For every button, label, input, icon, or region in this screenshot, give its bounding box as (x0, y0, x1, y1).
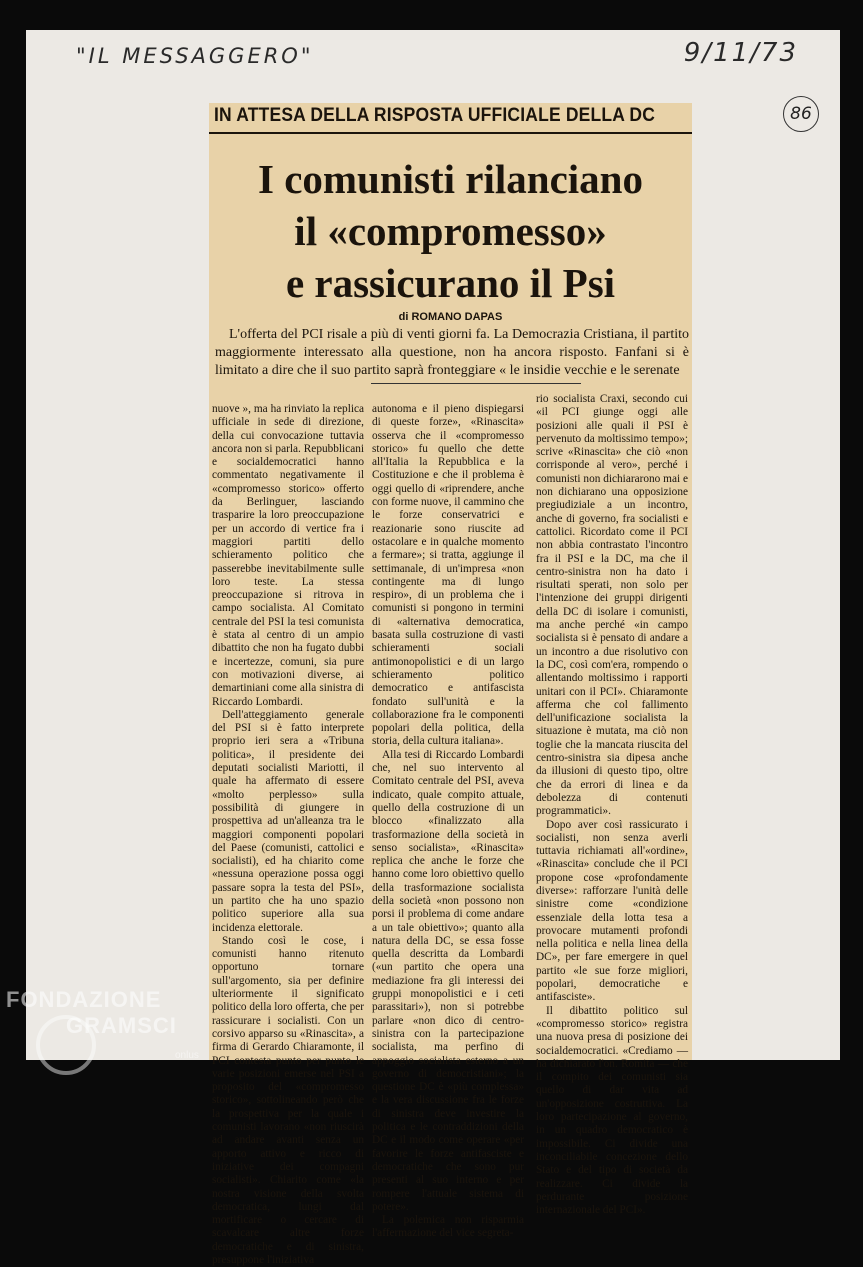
archive-sheet (26, 30, 840, 1266)
paragraph: Dopo aver così rassicurato i socialisti, non senza averli tuttavia richiamati all'«ordine», «Rinascita» conclude che il PCI propone cose «profondamente diverse»: rafforzare l'unità delle sinistre come «condizione essenziale della lotta tesa a provocare mutamenti profondi nella politica e nella linea della DC», per fare emergere in quel partito «le sue forze migliori, popolari, democratiche e antifasciste». (536, 818, 688, 1004)
watermark-line: FONDAZIONE (6, 987, 162, 1012)
headline-line: e rassicurano il Psi (285, 260, 616, 306)
article-lead: L'offerta del PCI risale a più di venti giorni fa. La Democrazia Cristiana, il partito maggiormente interessato alla questione, non ha ancora risposto. Fanfani si è limitato a dire che il suo partito saprà fronteggiare « le insidie vecchie e le serenate (215, 327, 689, 378)
handwritten-source: "IL MESSAGGERO" (76, 44, 314, 68)
lead-rule (371, 383, 581, 384)
article-headline (209, 153, 692, 309)
article-column-2 (372, 403, 524, 1241)
page-number-circle: 86 (783, 96, 819, 132)
kicker-rule (209, 132, 692, 134)
paragraph: Stando così le cose, i comunisti hanno ritenuto opportuno tornare sull'argomento, sia per definire ulteriormente il significato politico della loro offerta, che per rassicurare i socialisti. Con un corsivo apparso su «Rinascita», a firma di Gerardo Chiaramonte, il PCI contesta punto per punto le varie posizioni emerse nel PSI a proposito del «compromesso storico», sottolineando però che la prospettiva per la quale i comunisti lavorano «non riuscirà ad andare avanti senza un apporto attivo e ricco di iniziative dei compagni socialisti». Chiarito come «la nostra visione della svolta democratica, lungi dal mortificare o cercare di scavalcare altre forze democratiche e di sinistra, presuppone l'iniziativa (212, 934, 364, 1266)
article-byline: di ROMANO DAPAS (398, 311, 503, 323)
watermark-line: GRAMSCI (66, 1013, 177, 1038)
watermark (6, 987, 177, 1039)
paragraph: Il dibattito politico sul «compromesso storico» registra una nuova presa di posizione dei socialdemocratici. «Crediamo — ha dichiarato l'on. Romita — che il compito dei comunisti sia quello di dar vita ad un'opposizione costruttiva. La loro partecipazione al governo, in un quadro democratico è impossibile. Ci divide una inconciliabile concezione dello Stato e del tipo di società da realizzare. Ci divide la perdurante posizione internazionale del PCI». (536, 1004, 688, 1217)
paragraph: Alla tesi di Riccardo Lombardi che, nel suo intervento al Comitato centrale del PSI, aveva indicato, quale compito attuale, quello della costruzione di un blocco «finalizzato alla trasformazione della società in senso socialista», «Rinascita» replica che anche le forze che hanno come loro obiettivo quello della trasformazione socialista della società «non possono non porsi il problema di come andare a un tale obiettivo»; quanto alla natura della DC, se essa fosse quella descritta da Lombardi («un partito che opera una mediazione fra gli interessi dei gruppi monopolistici e i ceti parassitari»), non si potrebbe parlare «non dico di centro-sinistra con la partecipazione socialista, ma perfino di appoggio socialista esterno a un governo di democristiani»; la questione DC è «più complessa» e la vera discussione fra le forze di sinistra deve investire la politica e le contraddizioni della DC e il modo come operare «per favorire le forze antifasciste e democratiche che sono pur presenti al suo interno e per rompere l'attuale sistema di potere». (372, 748, 524, 1213)
paragraph: nuove », ma ha rinviato la replica ufficiale in sede di direzione, della cui convocazione tuttavia ancora non si parla. Repubblicani e socialdemocratici hanno commentato negativamente il «compromesso storico» offerto da Berlinguer, lasciando trasparire la loro preoccupazione per un accordo di vertice fra i maggiori partiti dello schieramento politico che passerebbe inevitabilmente sulle loro teste. La stessa preoccupazione si ritrova in campo socialista. Al Comitato centrale del PSI la tesi comunista è stata al centro di un ampio dibattito che non ha fugato dubbi e incertezze, comuni, sia pure con motivazioni diverse, ai demartiniani come alla sinistra di Riccardo Lombardi. (212, 403, 364, 708)
newspaper-clipping (209, 103, 692, 1266)
paragraph: La polemica non risparmia l'affermazione del vice segreta- (372, 1214, 524, 1240)
watermark-sub: onlus (175, 1050, 199, 1061)
article-kicker: IN ATTESA DELLA RISPOSTA UFFICIALE DELLA DC (214, 105, 656, 126)
handwritten-date: 9/11/73 (683, 38, 798, 68)
headline-line: I comunisti rilanciano (258, 156, 643, 202)
paragraph: Dell'atteggiamento generale del PSI si è fatto interprete proprio ieri sera a «Tribuna politica», il presidente dei deputati socialisti Mariotti, il quale ha affermato di essere «molto perplesso» sulla possibilità di giungere in prospettiva ad un'alleanza tra le maggiori componenti popolari del Paese (comunisti, cattolici e socialisti), ed ha chiarito come «nessuna operazione possa oggi passare sopra la testa del PSI», un partito che ha uno spazio politico superiore alla sua incidenza elettorale. (212, 708, 364, 934)
paragraph: autonoma e il pieno dispiegarsi di queste forze», «Rinascita» osserva che il «compromesso storico» fu quello che dette all'Italia la Repubblica e la Costituzione e che il problema è oggi quello di «riprendere, anche con forme nuove, il cammino che le forze conservatrici e reazionarie sono riuscite ad ostacolare e in qualche momento a fermare»; si tratta, aggiunge il settimanale, di un'impresa «non contingente ma di lungo respiro», di un problema che i comunisti si pongono in termini di «alternativa democratica, basata sulla costruzione di vasti schieramenti sociali antimonopolistici e di un largo schieramento politico democratico e antifascista fondato sull'unità e la collaborazione fra le componenti popolari della politica, della storia, della cultura italiana». (372, 403, 524, 748)
article-column-3 (536, 393, 688, 1217)
paragraph: rio socialista Craxi, secondo cui «il PCI giunge oggi alle posizioni alle quali il PSI è pervenuto da moltissimo tempo»; scrive «Rinascita» che ciò «non corrisponde al vero», perché i comunisti non dichiararono mai e non dichiarano una opposizione pregiudiziale a un incontro, anche di governo, fra socialisti e cattolici. Ricordato come il PCI non abbia contrastato l'incontro fra il PSI e la DC, ma che il centro-sinistra non ha dato i risultati sperati, non solo per l'intenzione dei gruppi dirigenti della DC di isolare i comunisti, ma anche perché «in campo socialista si è pensato di andare a un incontro a due risolutivo con la DC, così com'era, rompendo o allentando moltissimo i rapporti unitari con il PCI». Chiaramonte afferma che col fallimento dell'unificazione socialista la situazione è mutata, ma ciò non toglie che la mancata riuscita del centro-sinistra sia dipesa anche da illusioni di questo tipo, oltre che da errori di linea e da debolezza di contenuti programmatici». (536, 393, 688, 818)
article-column-1 (212, 403, 364, 1267)
headline-line: il «compromesso» (294, 208, 607, 254)
